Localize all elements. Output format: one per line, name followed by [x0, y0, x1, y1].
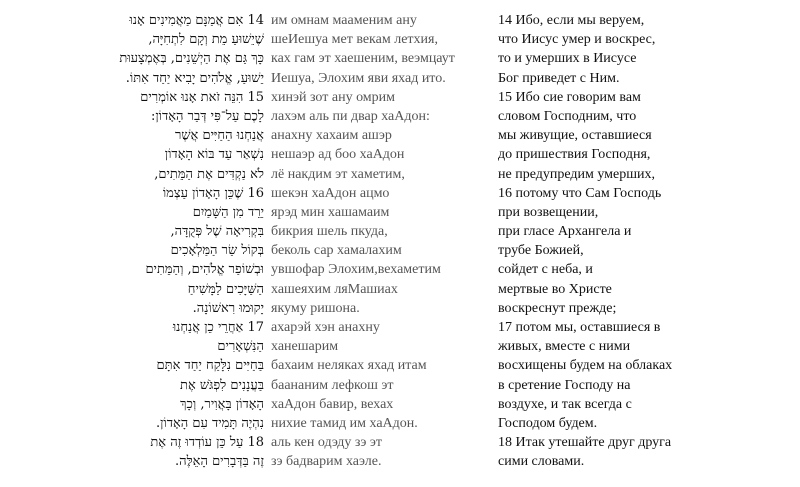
hebrew-line: יֵרֵד מִן הַשָּׁמַיִם: [192, 204, 264, 220]
transliteration-line: им омнам мааменим ану: [271, 13, 417, 28]
transliteration-line: бахаим неляках яхад итам: [271, 358, 427, 374]
hebrew-line: שֶׁיֵשׁוּעַ מֵת וְקָם לִתְחִיָּה,: [148, 32, 264, 48]
russian-line: Господом будем.: [498, 415, 598, 431]
russian-line: 16 потому что Сам Господь: [498, 185, 662, 201]
hebrew-line: 18 עַל כֵּן עוֹדְדוּ זֶה אֶת: [150, 435, 264, 451]
transliteration-line: лё накдим эт хаметим,: [271, 166, 405, 182]
transliteration-line: нихие тамид им хаАдон.: [271, 415, 418, 431]
russian-line: воздухе, и так всегда с: [498, 396, 632, 412]
hebrew-line: יֵשׁוּעַ, אֱלֹהִים יָבִיא יַחַד אִתּוֹ.: [125, 70, 264, 86]
hebrew-line: נִשְׁאַר עַד בּוֹא הָאָדוֹן: [164, 147, 264, 163]
transliteration-line: беколь сар хамалахим: [271, 243, 402, 259]
hebrew-line: בַּעֲנָנִים לִפְגֹּשׁ אֶת: [180, 377, 264, 393]
russian-line: не предупредим умерших,: [498, 166, 656, 182]
russian-line: словом Господним, что: [498, 108, 637, 124]
russian-column: [498, 11, 798, 472]
transliteration-line: зэ бадварим хаэле.: [271, 454, 382, 470]
hebrew-column: [88, 11, 264, 472]
russian-line: при возвещении,: [498, 204, 599, 220]
transliteration-line: нешаэр ад боо хаАдон: [271, 147, 405, 163]
russian-line: мы живущие, оставшиеся: [498, 128, 652, 144]
hebrew-line: הָאָדוֹן בָּאֲוִיר, וְכָךְ: [180, 396, 264, 412]
russian-line: трубе Божией,: [498, 243, 584, 259]
russian-line: что Иисус умер и воскрес,: [498, 32, 656, 48]
transliteration-line: шекэн хаАдон ацмо: [271, 185, 390, 201]
hebrew-line: בַּחַיִּים נִלָּקַח יַחַד אִתָּם: [156, 358, 264, 374]
russian-line: живых, вместе с ними: [498, 339, 631, 355]
russian-line: мертвые во Христе: [498, 281, 612, 297]
hebrew-line: 15 הִנֵּה זֹאת אָנוּ אוֹמְרִים: [140, 89, 264, 105]
transliteration-line: ханешарим: [271, 339, 339, 355]
hebrew-line: אֲנַחְנוּ הַחַיִּים אֲשֶׁר: [174, 128, 264, 144]
hebrew-line: 14 אִם אֲמַנָּם מַאֲמִינִים אָנוּ: [129, 13, 264, 28]
russian-line: то и умерших в Иисусе: [498, 51, 637, 67]
transliteration-line: бикрия шель пкуда,: [271, 224, 388, 240]
transliteration-line: якуму ришона.: [271, 300, 360, 316]
hebrew-line: כָּךְ גַּם אֶת הַיְשֵׁנִים, בְּאֶמְצָעוּת: [119, 51, 264, 67]
russian-line: Бог приведет с Ним.: [498, 70, 620, 86]
transliteration-line: шеИешуа мет векам летхия,: [271, 32, 438, 48]
russian-line: до пришествия Господня,: [498, 147, 651, 163]
transliteration-line: хашеяхим ляМашиах: [271, 281, 398, 297]
transliteration-column: [271, 11, 486, 472]
transliteration-line: Иешуа, Элохим яви яхад ито.: [271, 70, 446, 86]
hebrew-line: בְּקוֹל שַׂר הַמַּלְאָכִים: [170, 243, 264, 259]
hebrew-line: בִּקְרִיאָה שֶׁל פְּקֻדָּה,: [170, 224, 264, 240]
transliteration-line: ахарэй хэн анахну: [271, 320, 380, 335]
hebrew-line: הַנִּשְׁאָרִים: [217, 339, 264, 355]
transliteration-line: лахэм аль пи двар хаАдон:: [271, 108, 430, 124]
hebrew-line: הַשַּׁיָּכִים לַמָּשִׁיחַ: [187, 281, 264, 297]
hebrew-line: 17 אַחֲרֵי כֵן אֲנַחְנוּ: [172, 320, 264, 335]
russian-line: 18 Итак утешайте друг друга: [498, 435, 672, 451]
hebrew-line: נִהְיֶה תָּמִיד עִם הָאָדוֹן.: [155, 415, 264, 431]
transliteration-line: баананим лефкош эт: [271, 377, 394, 393]
transliteration-line: аль кен одэду зэ эт: [271, 435, 383, 451]
russian-line: сойдет с неба, и: [498, 262, 593, 278]
hebrew-line: וּבְשׁוֹפַר אֱלֹהִים, וְהַמֵּתִים: [145, 262, 264, 278]
russian-line: воскреснут прежде;: [498, 300, 617, 316]
russian-line: 14 Ибо, если мы веруем,: [498, 13, 645, 28]
russian-line: 15 Ибо сие говорим вам: [498, 89, 641, 105]
russian-line: восхищены будем на облаках: [498, 358, 673, 374]
transliteration-line: хаАдон бавир, вехах: [271, 396, 394, 412]
hebrew-line: יָקוּמוּ רִאשׁוֹנָה.: [192, 300, 264, 316]
hebrew-line: זֶה בַּדְּבָרִים הָאֵלֶּה.: [174, 454, 264, 470]
hebrew-line: לָכֶם עַל־פִּי דְּבַר הָאָדוֹן:: [150, 108, 264, 124]
russian-line: 17 потом мы, оставшиеся в: [498, 320, 661, 335]
russian-line: сими словами.: [498, 454, 585, 470]
transliteration-line: ках гам эт хаешеним, веэмцаут: [271, 51, 455, 67]
russian-line: при гласе Архангела и: [498, 224, 632, 240]
transliteration-line: анахну хахаим ашэр: [271, 128, 392, 144]
transliteration-line: увшофар Элохим,вехаметим: [271, 262, 441, 278]
transliteration-line: хинэй зот ану омрим: [271, 89, 396, 105]
hebrew-line: 16 שֶׁכֵּן הָאָדוֹן עַצְמוֹ: [162, 185, 264, 201]
transliteration-line: ярэд мин хашамаим: [271, 204, 390, 220]
hebrew-line: לֹא נַקְדִּים אֶת הַמֵּתִים,: [154, 166, 264, 182]
russian-line: в сретение Господу на: [498, 377, 631, 393]
